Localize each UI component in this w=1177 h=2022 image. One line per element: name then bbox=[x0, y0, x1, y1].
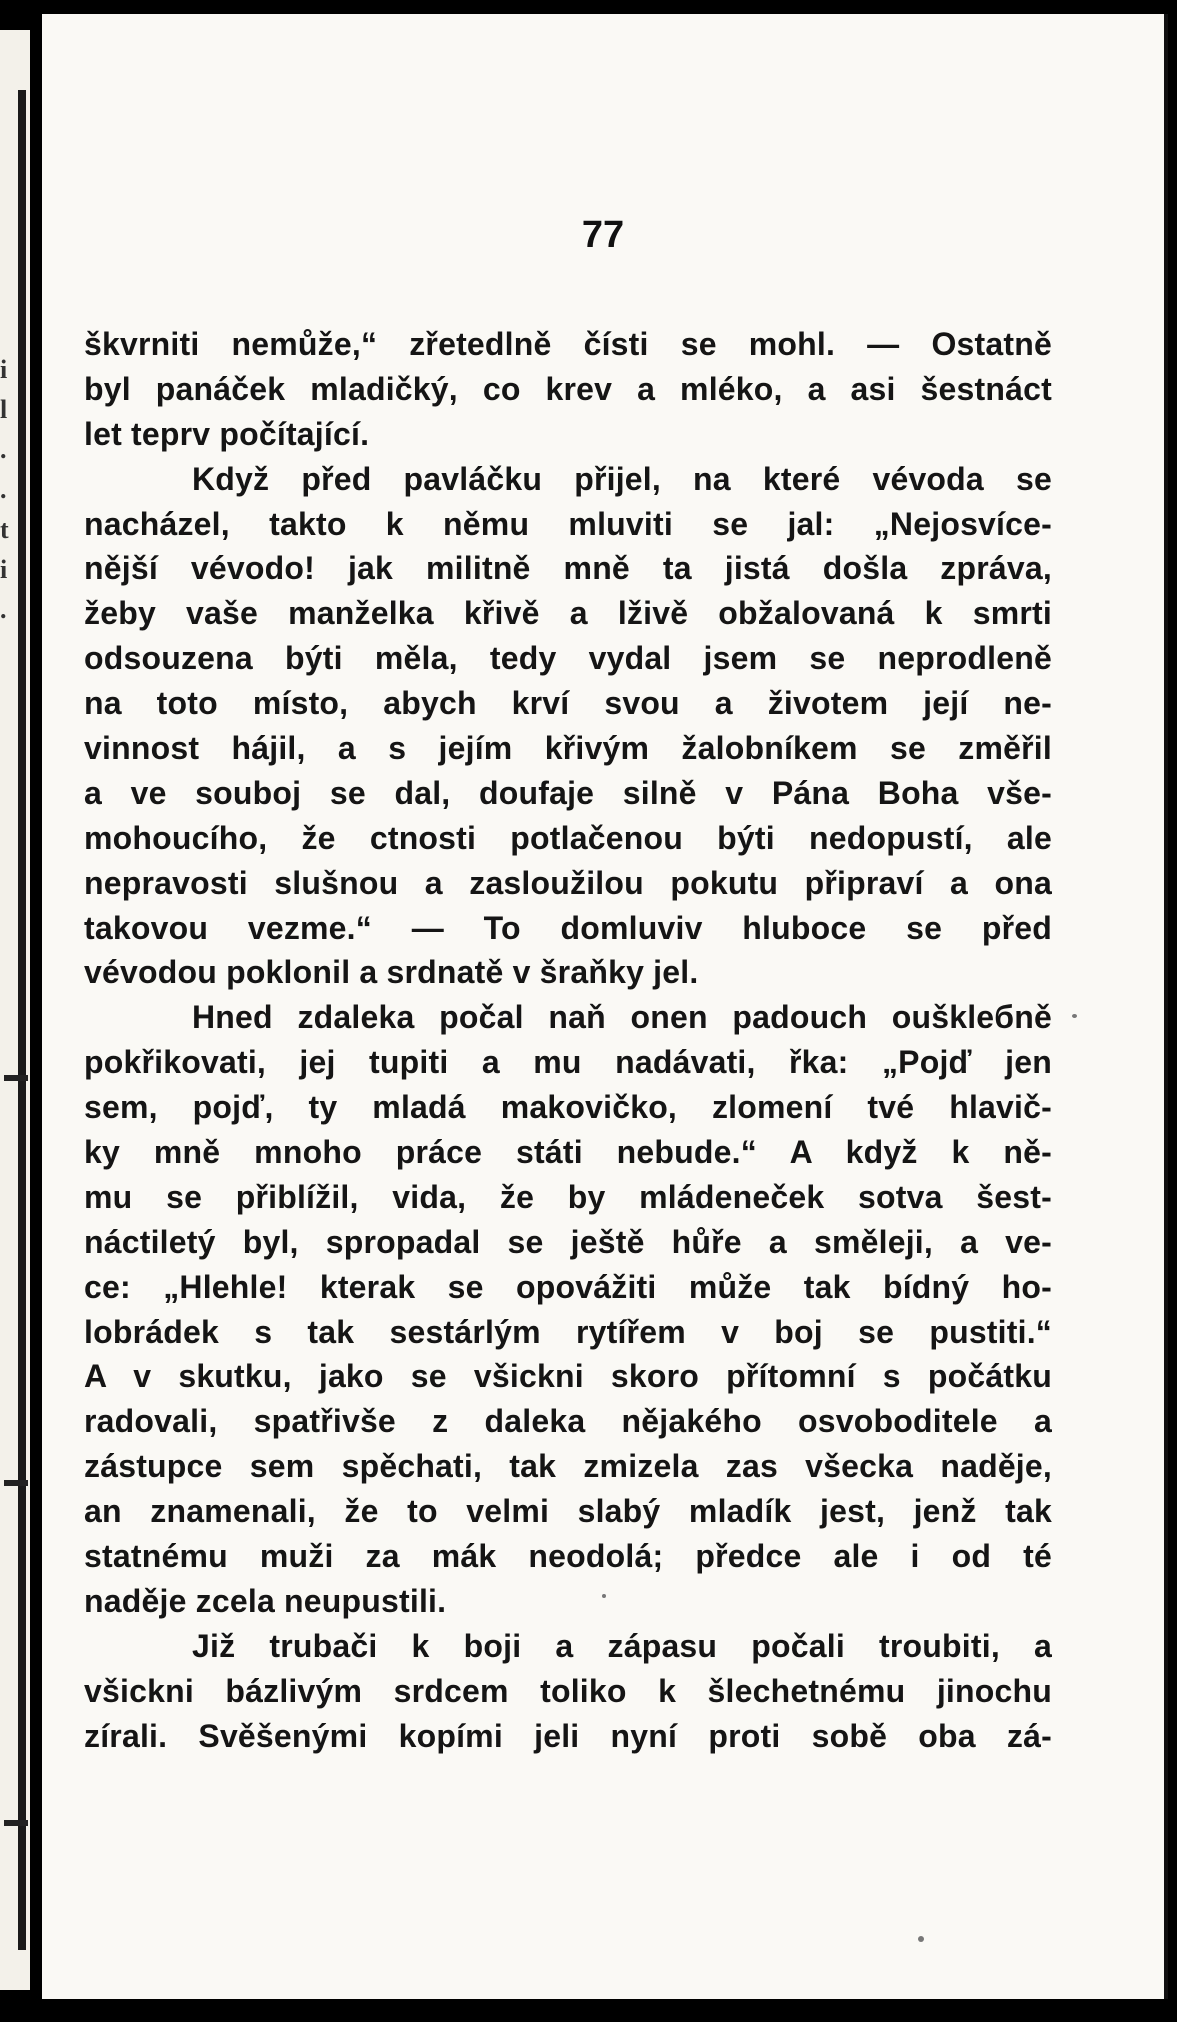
text-line: odsouzena býti měla, tedy vydal jsem se neprodleně bbox=[84, 640, 1052, 677]
page-number: 77 bbox=[581, 214, 625, 256]
text-line: let teprv počítající. bbox=[84, 415, 370, 452]
text-line: statnému muži za mák neodolá; předce ale i od té bbox=[84, 1538, 1052, 1575]
text-line: lobrádek s tak sestárlým rytířem v boj se pustiti.“ bbox=[84, 1313, 1052, 1350]
text-line: byl panáček mladičký, co krev a mléko, a asi šestnáct bbox=[84, 370, 1052, 407]
text-line: na toto místo, abych krví svou a životem její ne- bbox=[84, 685, 1052, 722]
text-line: Hned zdaleka počal naň onen padouch ouškleбně bbox=[192, 999, 1052, 1036]
text-line: nacházel, takto k němu mluviti se jal: „Nejosvíce- bbox=[84, 505, 1052, 542]
text-line: an znamenali, že to velmi slabý mladík jest, jenž tak bbox=[84, 1493, 1052, 1530]
text-line: mohoucího, že ctnosti potlačenou býti nedopustí, ale bbox=[84, 819, 1052, 856]
text-line: zástupce sem spěchati, tak zmizela zas všecka naděje, bbox=[84, 1448, 1052, 1485]
text-line: škvrniti nemůže,“ zřetedlně čísti se mohl. — Ostatně bbox=[84, 326, 1052, 362]
text-line: nepravosti slušnou a zasloužilou pokutu připraví a ona bbox=[84, 864, 1052, 901]
body-text bbox=[84, 322, 1052, 1759]
margin-letter: i bbox=[0, 355, 8, 384]
spine-rule bbox=[18, 90, 26, 1950]
text-line: pokřikovati, jej tupiti a mu nadávati, řka: „Pojď jen bbox=[84, 1044, 1052, 1081]
text-line: zírali. Svěšenými kopími jeli nyní proti sobě oba zá- bbox=[84, 1717, 1052, 1754]
spine-mark bbox=[4, 1480, 28, 1486]
margin-letter: i bbox=[0, 555, 8, 584]
text-line: Již trubači k boji a zápasu počali troubiti, a bbox=[192, 1627, 1052, 1664]
margin-letter: . bbox=[0, 435, 7, 464]
text-line: sem, pojď, ty mladá makovičko, zlomení tvé hlavič- bbox=[84, 1089, 1052, 1126]
margin-letter: t bbox=[0, 515, 9, 544]
text-line: Když před pavláčku přijel, na které vévoda se bbox=[192, 460, 1052, 497]
margin-letter: . bbox=[0, 595, 7, 624]
paper-speck bbox=[918, 1936, 924, 1942]
text-line: náctiletý byl, spropadal se ještě hůře a směleji, a ve- bbox=[84, 1223, 1052, 1260]
margin-letters bbox=[0, 350, 14, 630]
paper-speck bbox=[602, 1594, 606, 1598]
paper-speck bbox=[1072, 1014, 1077, 1018]
margin-letter: . bbox=[0, 475, 7, 504]
text-line: A v skutku, jako se všickni skoro přítomní s počátku bbox=[84, 1358, 1052, 1395]
text-line: takovou vezme.“ — To domluviv hluboce se před bbox=[84, 909, 1052, 946]
spine-mark bbox=[4, 1075, 28, 1081]
spine-mark bbox=[4, 1820, 28, 1826]
text-line: nější vévodo! jak militně mně ta jistá došla zpráva, bbox=[84, 550, 1052, 587]
text-line: žeby vaše manželka křivě a lživě obžalovaná k smrti bbox=[84, 595, 1052, 632]
text-line: a ve souboj se dal, doufaje silně v Pána Boha vše- bbox=[84, 774, 1052, 811]
text-line: radovali, spatřivše z daleka nějakého osvoboditele a bbox=[84, 1403, 1052, 1440]
text-line: vinnost hájil, a s jejím křivým žalobníkem se změřil bbox=[84, 730, 1052, 767]
text-line: ce: „Hlehle! kterak se opovážiti může tak bídný ho- bbox=[84, 1268, 1052, 1305]
text-line: ky mně mnoho práce státi nebude.“ A když k ně- bbox=[84, 1134, 1052, 1171]
margin-letter: l bbox=[0, 395, 8, 424]
book-page bbox=[42, 14, 1168, 1999]
text-line: mu se přiblížil, vida, že by mládeneček sotva šest- bbox=[84, 1178, 1052, 1215]
text-line: vévodou poklonil a srdnatě v šraňky jel. bbox=[84, 954, 699, 991]
previous-page-edge bbox=[0, 30, 30, 1990]
text-line: všickni bázlivým srdcem toliko k šlechetnému jinochu bbox=[84, 1672, 1052, 1709]
text-line: naděje zcela neupustili. bbox=[84, 1582, 447, 1619]
